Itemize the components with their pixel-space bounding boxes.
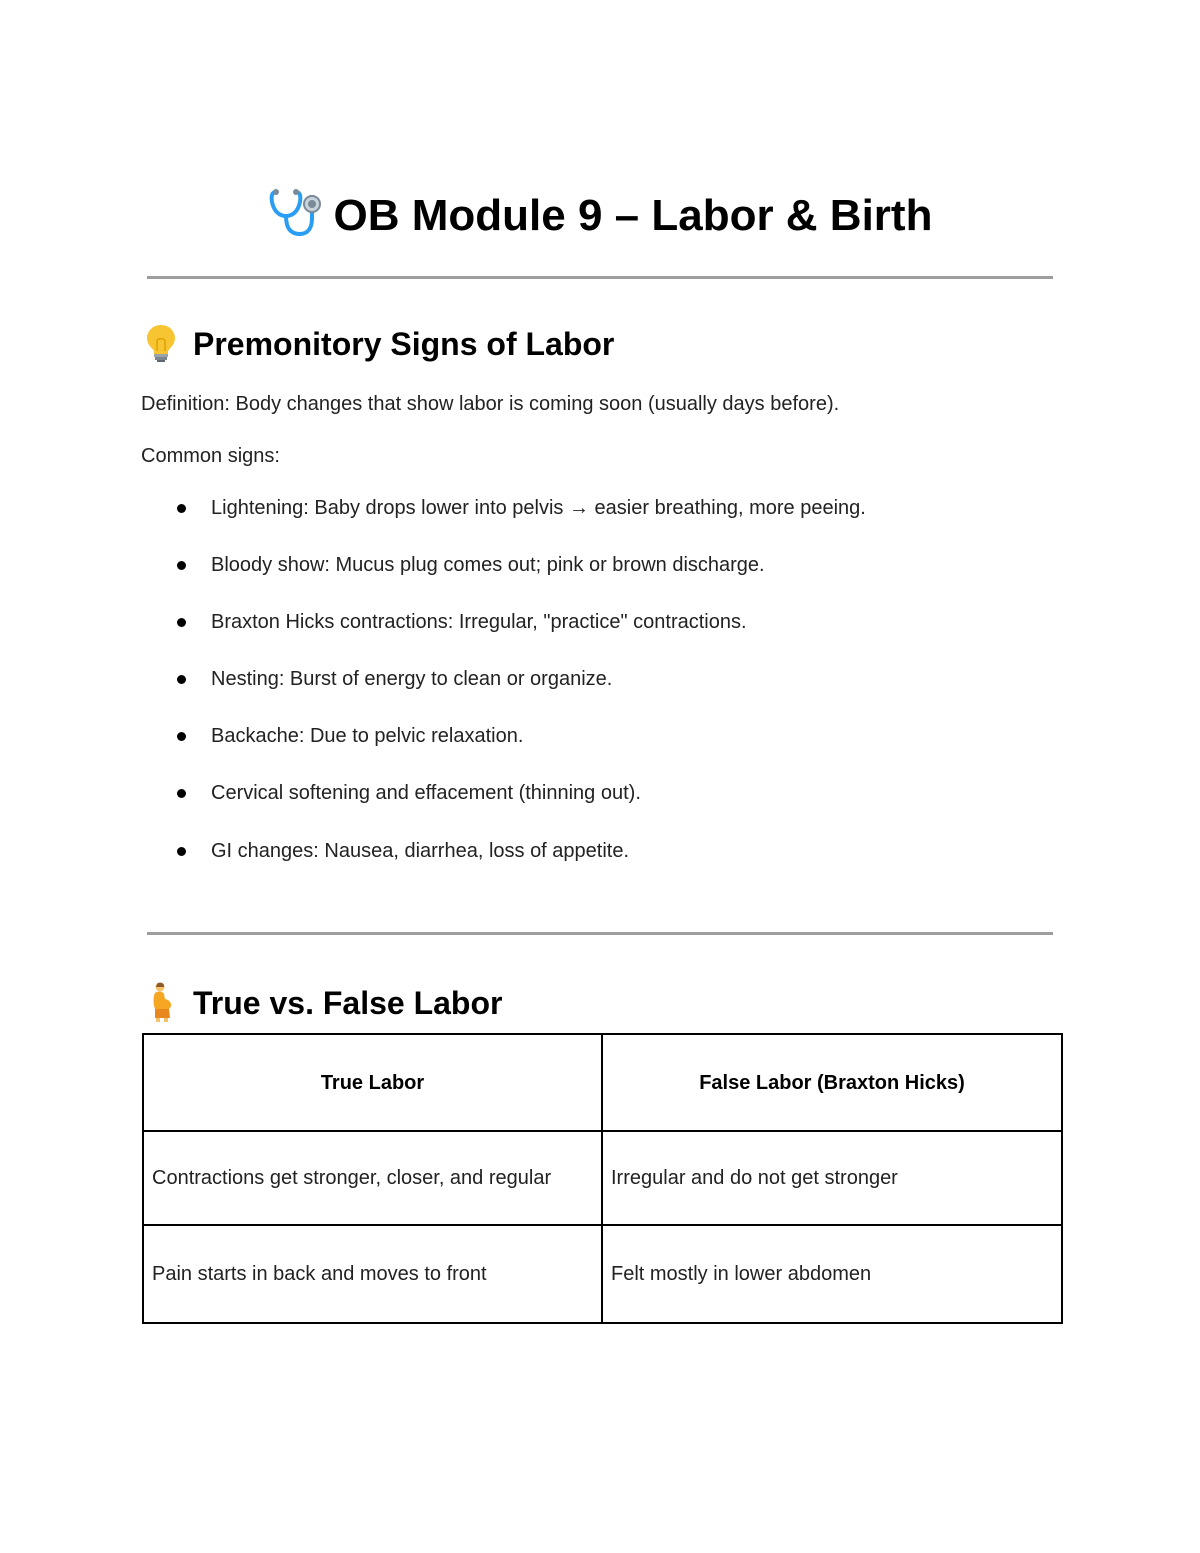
section-heading-text: Premonitory Signs of Labor — [193, 326, 615, 362]
bullet-icon — [177, 675, 186, 684]
section-heading-true-false — [143, 982, 502, 1023]
table-row — [143, 1131, 1062, 1225]
list-item-text: Backache: Due to pelvic relaxation. — [211, 725, 524, 747]
labor-comparison-table — [142, 1033, 1063, 1324]
list-item-text: Cervical softening and effacement (thinning out). — [211, 782, 641, 804]
list-item-text: Bloody show: Mucus plug comes out; pink or brown discharge. — [211, 554, 765, 576]
bullet-icon — [177, 504, 186, 513]
list-item-text: GI changes: Nausea, diarrhea, loss of appetite. — [211, 840, 630, 862]
definition-text: Definition: Body changes that show labor is coming soon (usually days before). — [141, 393, 840, 415]
table-cell: Irregular and do not get stronger — [602, 1131, 1062, 1225]
table-cell: Felt mostly in lower abdomen — [602, 1225, 1062, 1323]
table-header-cell: False Labor (Braxton Hicks) — [602, 1034, 1062, 1131]
horizontal-rule — [147, 932, 1053, 935]
list-item-text: Braxton Hicks contractions: Irregular, "practice" contractions. — [211, 611, 747, 633]
pregnant-person-icon — [143, 982, 179, 1022]
bullet-icon — [177, 847, 186, 856]
table-row — [143, 1225, 1062, 1323]
document-title-text: OB Module 9 – Labor & Birth — [333, 191, 933, 240]
bullet-icon — [177, 789, 186, 798]
document-title — [0, 188, 1200, 244]
section-heading-premonitory — [143, 323, 614, 364]
table-header-row — [143, 1034, 1062, 1131]
light-bulb-icon — [143, 323, 179, 363]
list-item-text: Lightening: Baby drops lower into pelvis → easier breathing, more peeing. — [211, 497, 866, 519]
bullet-icon — [177, 732, 186, 741]
table-header-cell: True Labor — [143, 1034, 602, 1131]
bullet-icon — [177, 618, 186, 627]
bullet-icon — [177, 561, 186, 570]
table-cell: Contractions get stronger, closer, and regular — [143, 1131, 602, 1225]
stethoscope-icon — [268, 188, 322, 238]
horizontal-rule — [147, 276, 1053, 279]
section-heading-text: True vs. False Labor — [193, 985, 503, 1021]
signs-intro-text: Common signs: — [141, 445, 280, 467]
table-cell: Pain starts in back and moves to front — [143, 1225, 602, 1323]
list-item-text: Nesting: Burst of energy to clean or organize. — [211, 668, 613, 690]
